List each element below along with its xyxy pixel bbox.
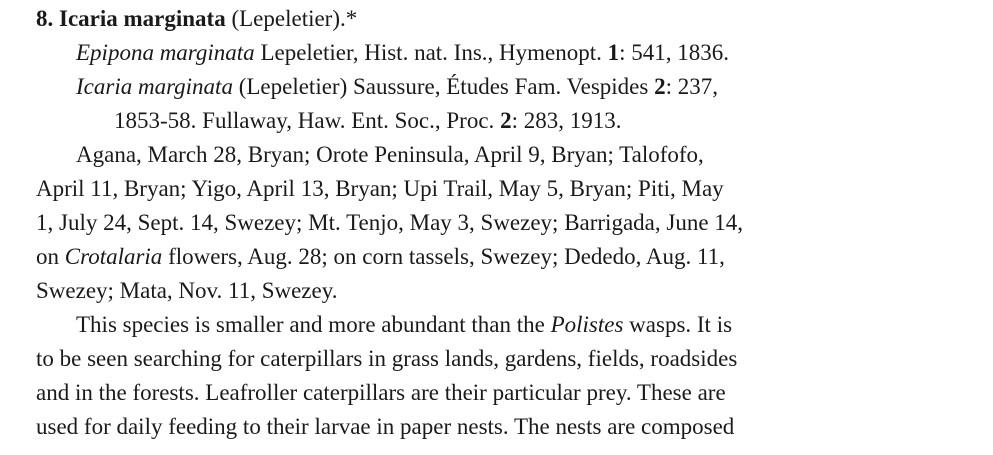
entry-number: 8. (36, 6, 54, 31)
reference-citation: (Lepeletier) Saussure, Études Fam. Vespides (238, 74, 649, 99)
localities-line-3: 1, July 24, Sept. 14, Swezey; Mt. Tenjo, May 3, Swezey; Barrigada, June 14, (36, 210, 744, 235)
localities-line-1: Agana, March 28, Bryan; Orote Peninsula, April 9, Bryan; Talofofo, (76, 142, 704, 167)
synonym-reference-2 (76, 72, 718, 102)
synonym-name: Icaria marginata (76, 74, 233, 99)
reference-citation: Lepeletier, Hist. nat. Ins., Hymenopt. (260, 40, 602, 65)
localities-line-2: April 11, Bryan; Yigo, April 13, Bryan; Upi Trail, May 5, Bryan; Piti, May (36, 176, 724, 201)
localities-line-5: Swezey; Mata, Nov. 11, Swezey. (36, 278, 338, 303)
description-line-2: to be seen searching for caterpillars in grass lands, gardens, fields, roadsides (36, 346, 738, 371)
reference-volume: 2 (654, 74, 666, 99)
description-line-4: used for daily feeding to their larvae in paper nests. The nests are composed (36, 414, 735, 439)
reference-pages: : 541, 1836. (619, 40, 730, 65)
plant-genus: Crotalaria (64, 244, 163, 269)
reference-citation: 1853-58. Fullaway, Haw. Ent. Soc., Proc. (114, 108, 495, 133)
species-name: Icaria marginata (59, 6, 226, 31)
genus-name: Polistes (550, 312, 624, 337)
species-heading (36, 4, 357, 34)
localities-line-4: on Crotalaria flowers, Aug. 28; on corn tassels, Swezey; Dededo, Aug. 11, (36, 244, 725, 269)
species-author: (Lepeletier).* (231, 6, 358, 31)
reference-pages: : 237, (665, 74, 718, 99)
reference-pages: : 283, 1913. (511, 108, 622, 133)
description-line-1: This species is smaller and more abundant than the Polistes wasps. It is (76, 312, 733, 337)
synonym-name: Epipona marginata (76, 40, 255, 65)
description-line-3: and in the forests. Leafroller caterpillars are their particular prey. These are (36, 380, 726, 405)
synonym-reference-1 (76, 38, 729, 68)
reference-volume: 2 (500, 108, 512, 133)
reference-volume: 1 (607, 40, 620, 65)
synonym-reference-2-continued (114, 106, 621, 136)
